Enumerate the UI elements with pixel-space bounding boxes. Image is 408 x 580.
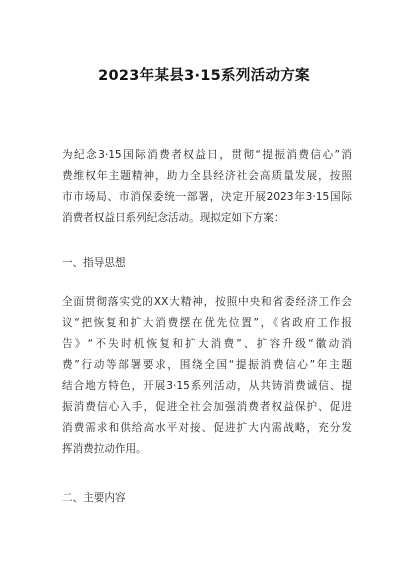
text-line: 挥消费拉动作用。: [62, 443, 147, 455]
text-line: 结合地方特色，开展3·15系列活动，从共铸消费诚信、提: [62, 380, 352, 392]
section-heading-guiding-ideology: 一、指导思想: [62, 257, 126, 269]
intro-paragraph: [62, 145, 352, 229]
guiding-ideology-paragraph: [62, 292, 352, 460]
text-line: 振消费信心入手，促进全社会加强消费者权益保护、促进: [62, 401, 352, 413]
text-line: 告》“不失时机恢复和扩大消费”、扩容升级“徽动消: [62, 338, 352, 350]
text-line: 为纪念3·15国际消费者权益日，贯彻“提振消费信心”消: [62, 149, 352, 161]
text-line: 议“把恢复和扩大消费摆在优先位置”，《省政府工作报: [62, 317, 352, 329]
text-line: 市市场局、市消保委统一部署，决定开展2023年3·15国际: [62, 191, 352, 203]
section-heading-main-content: 二、主要内容: [62, 492, 126, 504]
text-line: 消费者权益日系列纪念活动。现拟定如下方案：: [62, 212, 285, 224]
text-line: 全面贯彻落实党的XX大精神，按照中央和省委经济工作会: [62, 296, 352, 308]
document-title: 2023年某县3·15系列活动方案: [98, 68, 310, 84]
text-line: 消费需求和供给高水平对接、促进扩大内需战略，充分发: [62, 422, 352, 434]
text-line: 费维权年主题精神，助力全县经济社会高质量发展，按照: [62, 170, 352, 182]
text-line: 费”行动等部署要求，围绕全国“提振消费信心”年主题: [62, 359, 352, 371]
